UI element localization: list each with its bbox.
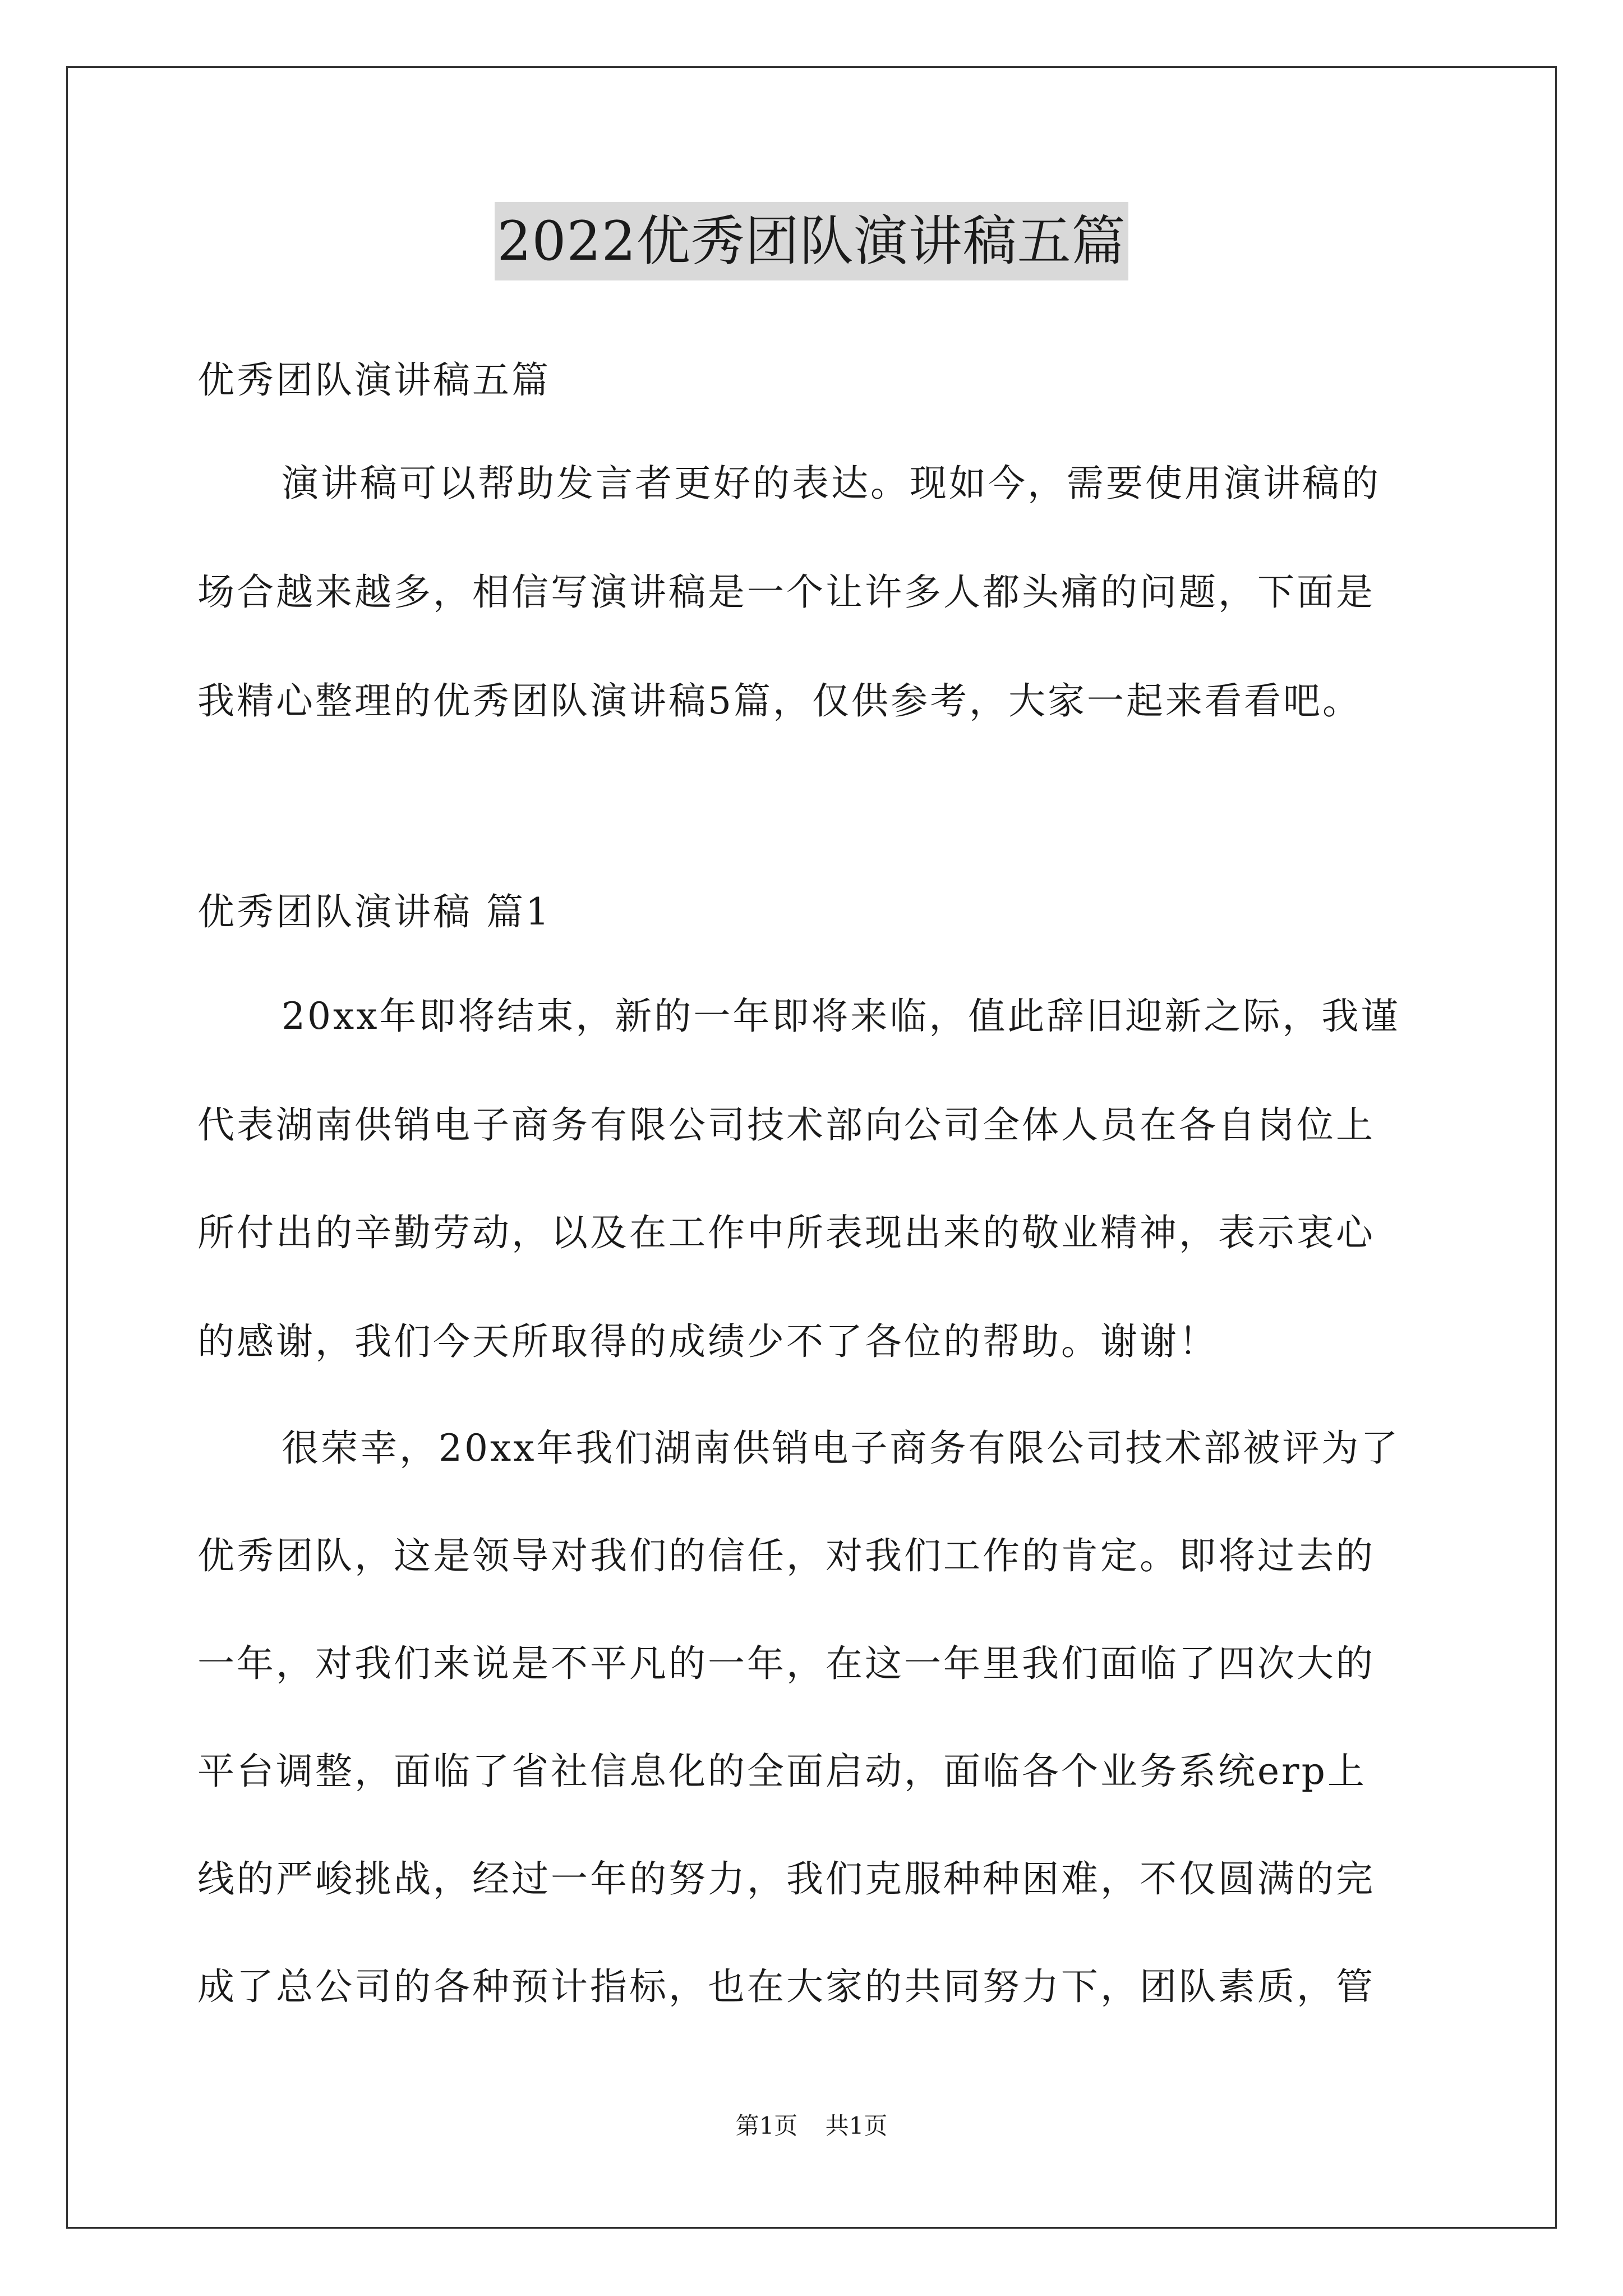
paragraph-line: 很荣幸，20xx年我们湖南供销电子商务有限公司技术部被评为了 — [282, 1427, 1400, 1470]
intro-line: 演讲稿可以帮助发言者更好的表达。现如今，需要使用演讲稿的 — [282, 462, 1381, 505]
intro-line: 场合越来越多，相信写演讲稿是一个让许多人都头痛的问题，下面是 — [197, 570, 1375, 614]
paragraph-line: 线的严峻挑战，经过一年的努力，我们克服种种困难，不仅圆满的完 — [197, 1857, 1375, 1901]
intro-line: 我精心整理的优秀团队演讲稿5篇，仅供参考，大家一起来看看吧。 — [197, 679, 1362, 723]
paragraph-line: 一年，对我们来说是不平凡的一年，在这一年里我们面临了四次大的 — [197, 1642, 1375, 1685]
title-container — [0, 202, 1623, 280]
paragraph-line: 平台调整，面临了省社信息化的全面启动，面临各个业务系统erp上 — [197, 1750, 1367, 1793]
document-subtitle: 优秀团队演讲稿五篇 — [197, 358, 551, 402]
page-number: 第1页 — [735, 2112, 798, 2139]
page-footer — [0, 2110, 1623, 2142]
section-heading: 优秀团队演讲稿 篇1 — [197, 890, 551, 933]
paragraph-line: 优秀团队，这是领导对我们的信任，对我们工作的肯定。即将过去的 — [197, 1534, 1375, 1577]
document-title: 2022优秀团队演讲稿五篇 — [495, 202, 1128, 280]
paragraph-line: 成了总公司的各种预计指标，也在大家的共同努力下，团队素质，管 — [197, 1965, 1375, 2008]
paragraph-line: 的感谢，我们今天所取得的成绩少不了各位的帮助。谢谢！ — [197, 1320, 1218, 1363]
paragraph-line: 代表湖南供销电子商务有限公司技术部向公司全体人员在各自岗位上 — [197, 1103, 1375, 1147]
paragraph-line: 所付出的辛勤劳动，以及在工作中所表现出来的敬业精神，表示衷心 — [197, 1211, 1375, 1254]
paragraph-line: 20xx年即将结束，新的一年即将来临，值此辞旧迎新之际，我谨 — [282, 995, 1400, 1038]
page-total: 共1页 — [825, 2112, 888, 2139]
